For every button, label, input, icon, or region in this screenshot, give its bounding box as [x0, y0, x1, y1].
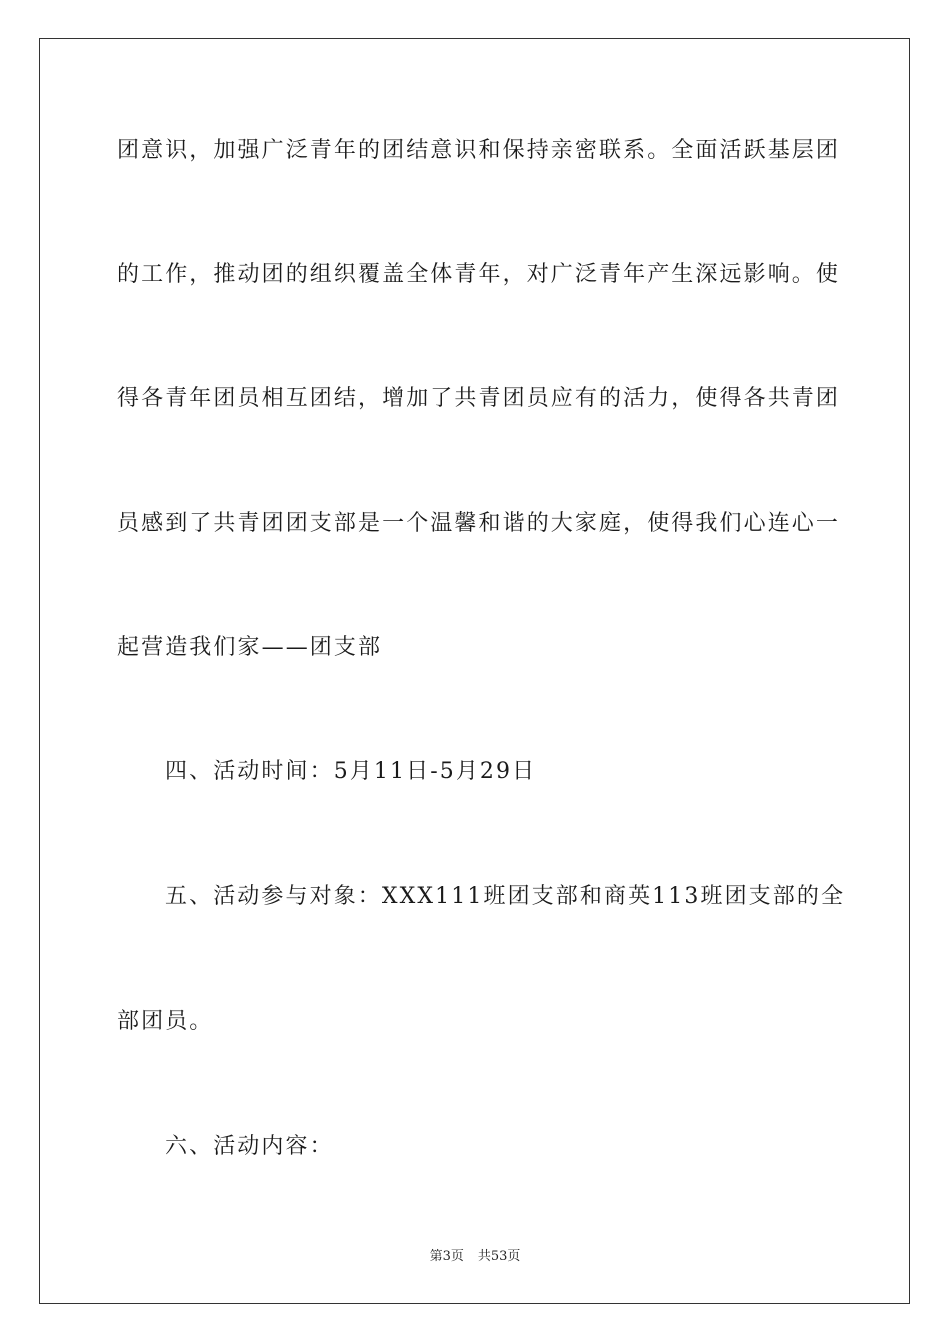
- body-text-line: 团意识，加强广泛青年的团结意识和保持亲密联系。全面活跃基层团: [117, 138, 841, 163]
- body-text-line: 部团员。: [117, 1009, 214, 1034]
- body-text-line: 得各青年团员相互团结，增加了共青团员应有的活力，使得各共青团: [117, 386, 841, 411]
- body-text-line: 员感到了共青团团支部是一个温馨和谐的大家庭，使得我们心连心一: [117, 511, 841, 536]
- page-footer: [0, 1249, 950, 1265]
- section-heading-time: 四、活动时间：5月11日-5月29日: [165, 759, 537, 784]
- page-total: 共53页: [477, 1249, 521, 1264]
- page-number: 第3页: [429, 1249, 464, 1264]
- body-text-line: 起营造我们家——团支部: [117, 635, 383, 660]
- section-heading-content: 六、活动内容：: [165, 1134, 334, 1159]
- section-heading-participants: 五、活动参与对象：XXX111班团支部和商英113班团支部的全: [165, 884, 846, 909]
- body-text-line: 的工作，推动团的组织覆盖全体青年，对广泛青年产生深远影响。使: [117, 262, 841, 287]
- page-border: [39, 38, 910, 1304]
